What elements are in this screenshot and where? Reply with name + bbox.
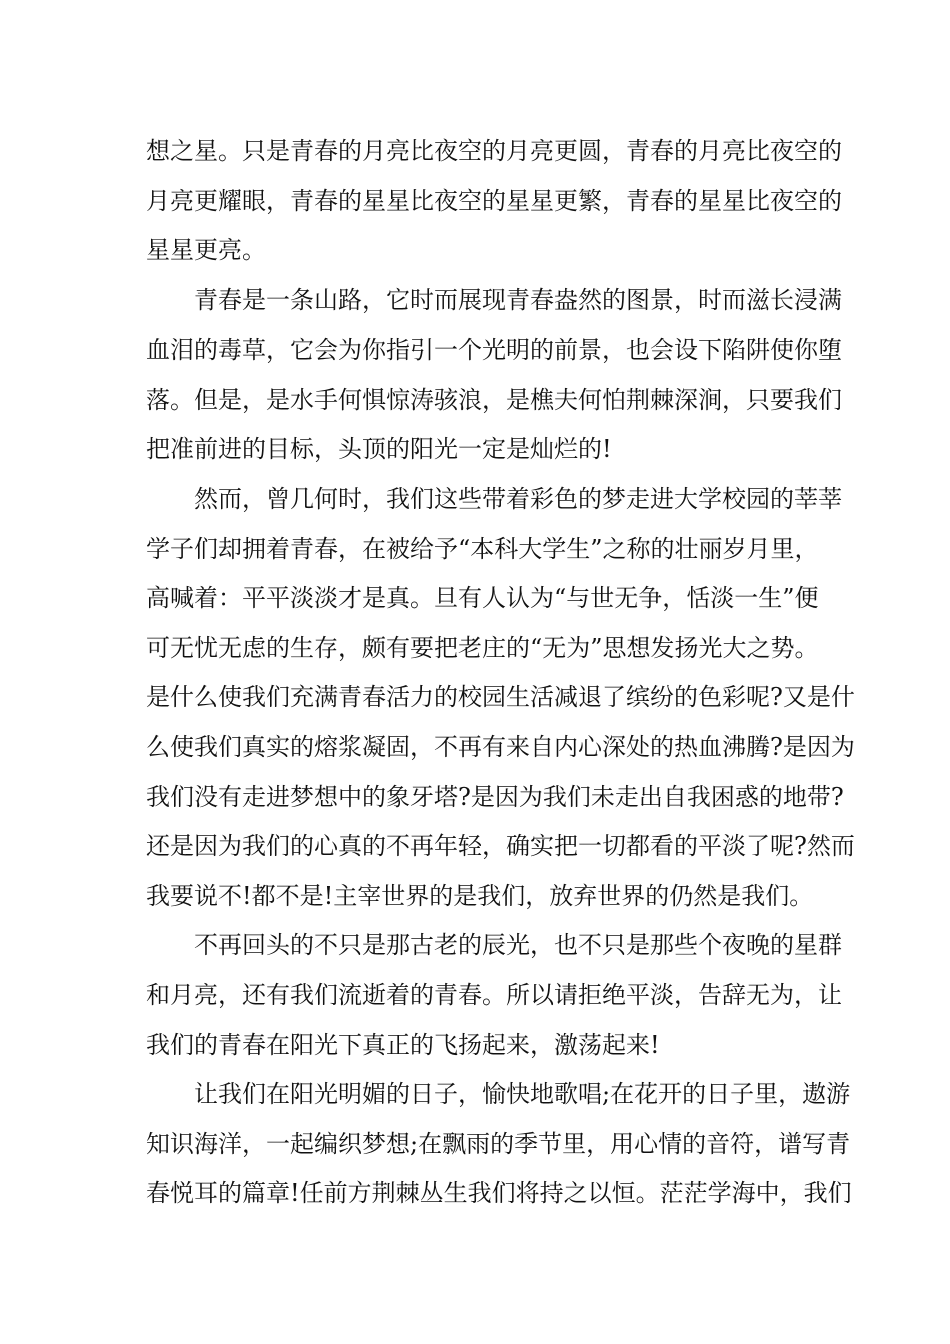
text-line: 知识海洋，一起编织梦想;在飘雨的季节里，用心情的音符，谱写青 [146,1130,851,1158]
text-line: 让我们在阳光明媚的日子，愉快地歌唱;在花开的日子里，遨游 [194,1080,851,1108]
text-line: 不再回头的不只是那古老的辰光，也不只是那些个夜晚的星群 [194,931,842,959]
text-line: 么使我们真实的熔浆凝固，不再有来自内心深处的热血沸腾?是因为 [146,733,855,761]
text-line: 星星更亮。 [146,236,266,264]
text-line: 是什么使我们充满青春活力的校园生活减退了缤纷的色彩呢?又是什 [146,683,855,711]
text-line: 我要说不!都不是!主宰世界的是我们，放弃世界的仍然是我们。 [146,882,814,910]
text-line: 学子们却拥着青春，在被给予“本科大学生”之称的壮丽岁月里， [146,535,819,563]
text-line: 想之星。只是青春的月亮比夜空的月亮更圆，青春的月亮比夜空的 [146,137,842,165]
text-line: 血泪的毒草，它会为你指引一个光明的前景，也会设下陷阱使你堕 [146,336,842,364]
text-line: 青春是一条山路，它时而展现青春盎然的图景，时而滋长浸满 [194,286,842,314]
text-line: 月亮更耀眼，青春的星星比夜空的星星更繁，青春的星星比夜空的 [146,187,842,215]
text-line: 春悦耳的篇章!任前方荆棘丛生我们将持之以恒。茫茫学海中，我们 [146,1179,852,1207]
text-line: 高喊着：平平淡淡才是真。旦有人认为“与世无争，恬淡一生”便 [146,584,819,612]
text-line: 然而，曾几何时，我们这些带着彩色的梦走进大学校园的莘莘 [194,485,842,513]
text-line: 把准前进的目标，头顶的阳光一定是灿烂的! [146,435,612,463]
text-line: 我们的青春在阳光下真正的飞扬起来，激荡起来! [146,1031,660,1059]
text-line: 和月亮，还有我们流逝着的青春。所以请拒绝平淡，告辞无为，让 [146,981,842,1009]
text-line: 还是因为我们的心真的不再年轻，确实把一切都看的平淡了呢?然而 [146,832,855,860]
text-line: 可无忧无虑的生存，颇有要把老庄的“无为”思想发扬光大之势。 [146,634,819,662]
text-line: 落。但是，是水手何惧惊涛骇浪，是樵夫何怕荆棘深涧，只要我们 [146,386,842,414]
text-line: 我们没有走进梦想中的象牙塔?是因为我们未走出自我困惑的地带? [146,783,844,811]
